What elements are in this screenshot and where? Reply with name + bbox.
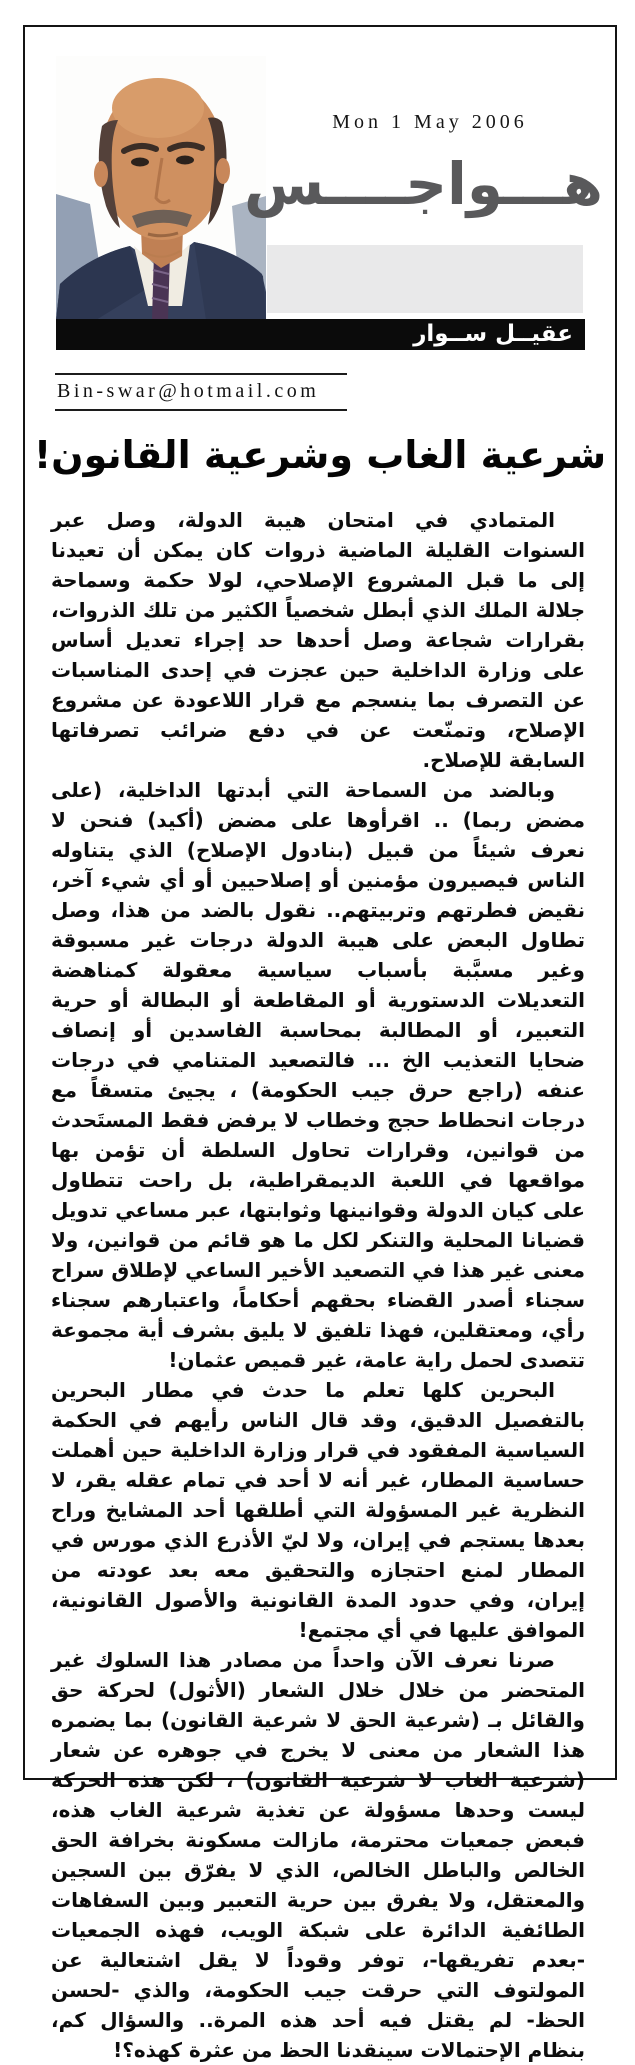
article-paragraph: المتمادي في امتحان هيبة الدولة، وصل عبر السنوات القليلة الماضية ذروات كان يمكن أن تعيدنا إلى ما قبل المشروع الإصلاحي، لولا حكمة وسماحة جلالة الملك الذي أبطل شخصياً الكثير من تلك الذروات، بقرارات شجاعة وصل أحدها حد إجراء تعديل أساس على وزارة الداخلية حين عجزت في إحدى المناسبات عن التصرف بما ينسجم مع قرار اللاعودة عن مشروع الإصلاح، وتمنّعت عن في دفع ضرائب تصرفاتها السابقة للإصلاح. — [51, 508, 585, 772]
author-email-link[interactable]: Bin-swar@hotmail.com — [57, 380, 320, 402]
article-body — [51, 505, 585, 2065]
article-paragraph: صرنا نعرف الآن واحداً من مصادر هذا السلوك غير المتحضر من خلال خلال الشعار (الأثول) لحركة حق والقائل بـ (شرعية الحق لا شرعية القانون) بما يضمره هذا الشعار من معنى لا يخرج في جوهره عن شعار (شرعية الغاب لا شرعية القانون) ، لكن هذه الحركة ليست وحدها مسؤولة عن تغذية شرعية الغاب هذه، فبعض جمعيات محترمة، مازالت مسكونة بخرافة الحق الخالص والباطل الخالص، الذي لا يفرّق بين السجين والمعتقل، ولا يفرق بين حرية التعبير وبين السفاهات الطائفية الدائرة على شبكة الويب، فهذه الجمعيات -بعدم تفريقها-، توفر وقوداً لا يقل اشتعالية عن المولتوف التي حرقت جيب الحكومة، والذي -لحسن الحظ- لم يقتل فيه أحد هذه المرة.. والسؤال كم، بنظام الإحتمالات سينقدنا الحظ من عثرة كهذه؟! — [51, 1648, 585, 2062]
columnist-portrait-photo — [56, 56, 266, 320]
column-masthead-title: هـــواجــــس — [243, 150, 603, 218]
article-page — [23, 25, 617, 2062]
author-name-bar — [56, 319, 585, 350]
portrait-illustration — [56, 56, 266, 320]
author-name: عقيــل ســوار — [413, 321, 573, 347]
masthead-gray-panel — [267, 245, 583, 313]
author-email-block — [55, 373, 347, 411]
publication-date: Mon 1 May 2006 — [332, 111, 528, 133]
article-paragraph: وبالضد من السماحة التي أبدتها الداخلية، (على مضض ربما) .. اقرأوها على مضض (أكيد) فنحن لا نعرف شيئاً من قبيل (بنادول الإصلاح) الذي يتناوله الناس فيصيرون مؤمنين أو إصلاحيين أو أي شيء آخر، نقيض فطرتهم وتربيتهم.. نقول بالضد من هذا، وصل تطاول البعض على هيبة الدولة درجات غير مسبوقة وغير مسبَّبة بأسباب سياسية معقولة كمناهضة التعديلات الدستورية أو المقاطعة أو البطالة أو حرية التعبير، أو المطالبة بمحاسبة الفاسدين أو إنصاف ضحايا التعذيب الخ ... فالتصعيد المتنامي في درجات عنفه (راجع حرق جيب الحكومة) ، يجيئ متسقاً مع درجات انحطاط حجج وخطاب لا يرفض فقط المستَحدث من قوانين، وقرارات تحاول السلطة أن تؤمن بها مواقعها في اللعبة الديمقراطية، بل راحت تتطاول على كيان الدولة وقوانينها وثوابتها، عبر مساعي تدويل قضيانا المحلية والتنكر لكل ما هو قائم من قوانين، ولا معنى غير هذا في التصعيد الأخير الساعي لإطلاق سراح سجناء أصدر القضاء بحقهم أحكاماً، واعتبارهم سجناء رأي، ومعتقلين، فهذا تلفيق لا يليق بشرف أية مجموعة تتصدى لحمل راية عامة، غير قميص عثمان! — [51, 778, 585, 1372]
article-headline: شرعية الغاب وشرعية القانون! — [33, 433, 607, 477]
article-paragraph: البحرين كلها تعلم ما حدث في مطار البحرين بالتفصيل الدقيق، وقد قال الناس رأيهم في الحكمة السياسية المفقود في قرار وزارة الداخلية حين أهملت حساسية المطار، غير أنه لا أحد في تمام عقله يقر، لا النظرية غير المسؤولة التي أطلقها أحد المشايخ وراح بعدها يستجم في إيران، ولا ليّ الأذرع الذي مورس في المطار لمنع احتجازه والتحقيق معه بعد عودته من إيران، وفي حدود المدة القانونية والأصول القانونية، الموافق عليها في أي مجتمع! — [51, 1378, 585, 1642]
